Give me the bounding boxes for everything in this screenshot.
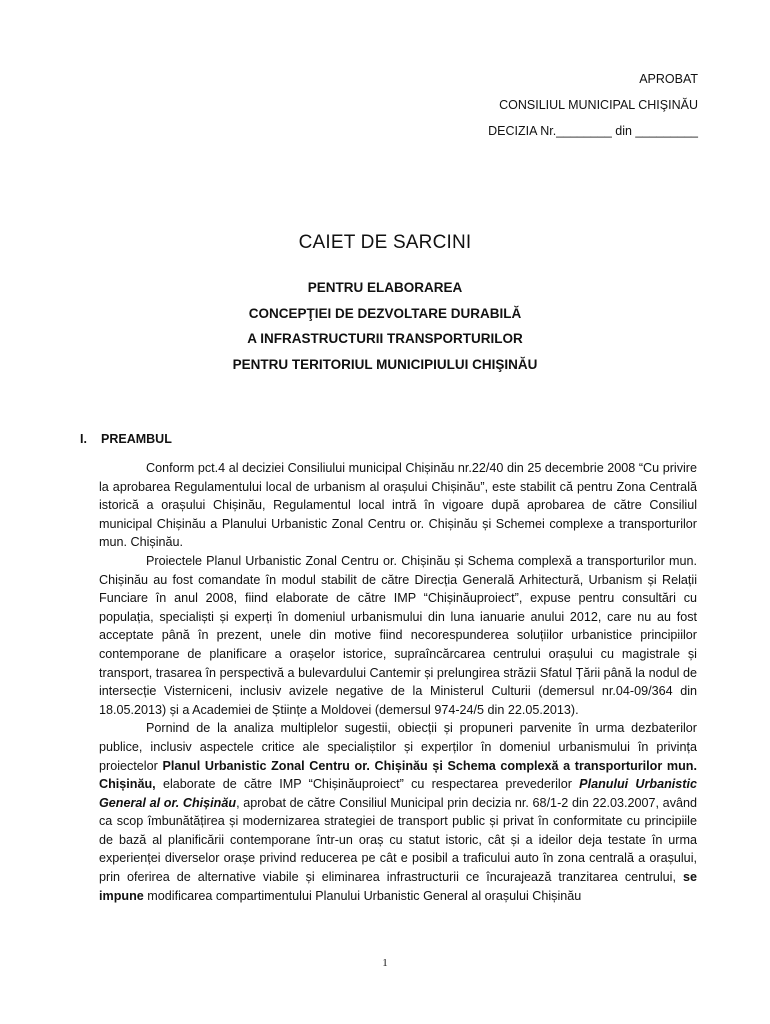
paragraph-3-bold-project: Planul Urbanistic Zonal Centru or. Chișinău și Schema complexă a transporturilor mun. Chișinău, bbox=[99, 758, 697, 792]
approval-decision: DECIZIA Nr.________ din _________ bbox=[488, 124, 698, 138]
subtitle-line-1: PENTRU ELABORAREA bbox=[307, 280, 463, 295]
paragraph-3-bold-impune: se impune bbox=[99, 870, 697, 903]
page-number: 1 bbox=[382, 957, 388, 969]
paragraph-1: Conform pct.4 al deciziei Consiliului municipal Chișinău nr.22/40 din 25 decembrie 2008 “Cu privire la aprobarea Regulamentului local de urbanism al orașului Chișinău”, este stabilit că pentru Zona Centrală istorică a orașului Chișinău, Regulamentul local intră în vigoare după aprobarea de către Consiliul municipal Chișinău a Planului Urbanistic Zonal Centru or. Chișinău și Schemei complexe a transporturilor mun. Chișinău. bbox=[99, 461, 697, 550]
document-subtitle bbox=[0, 275, 770, 377]
paragraph-2: Proiectele Planul Urbanistic Zonal Centru or. Chișinău și Schema complexă a transporturilor mun. Chișinău au fost comandate în modul stabilit de către Direcția Generală Arhitectură, Urbanism și Relații Funciare în anul 2008, fiind elaborate de către IMP “Chișinăuproiect”, expuse pentru consultări cu populația, specialiști și experți în domeniul urbanismului din luna ianuarie anului 2012, care nu au fost acceptate până în prezent, unele din motive fiind necorespunderea soluțiilor urbanistice principiilor contemporane de planificare a orașelor istorice, supraîncărcarea centrului orașului cu magistrale și transport, trasarea în perspectivă a bulevardului Cantemir și prelungirea străzii Sfatul Țării până la nodul de intersecție Visterniceni, inclusiv avizele negative de la Ministerul Culturii (demersul nr.04-09/364 din 18.05.2013) și a Academiei de Științe a Moldovei (demersul 974-24/5 din 22.05.2013). bbox=[99, 553, 697, 717]
document-body bbox=[99, 459, 697, 905]
approval-line: APROBAT bbox=[639, 72, 698, 86]
section-heading bbox=[80, 432, 172, 446]
paragraph-3-bold-italic-plan: Planului Urbanistic General al or. Chișinău bbox=[99, 777, 697, 810]
section-title: PREAMBUL bbox=[101, 432, 172, 446]
paragraph-3-text: elaborate de către IMP “Chișinăuproiect” cu respectarea prevederilor bbox=[155, 777, 580, 792]
subtitle-line-4: PENTRU TERITORIUL MUNICIPIULUI CHIŞINĂU bbox=[232, 356, 538, 372]
paragraph-3-text: modificarea compartimentului Planului Urbanistic General al orașului Chișinău bbox=[143, 888, 582, 903]
subtitle-line-2: CONCEPŢIEI DE DEZVOLTARE DURABILĂ bbox=[248, 305, 522, 321]
paragraph-3-text: , aprobat de către Consiliul Municipal prin decizia nr. 68/1-2 din 22.03.2007, având ca scop îmbunătățirea și modernizarea strategiei de transport public și privat în conformitate cu principiile de bază al planificării contemporane într-un oraș cu statut istoric, cât și a ideilor deja testate în urma experienței diverselor orașe privind reducerea pe cât e posibil a traficului auto în zona centrală a orașului, prin oferirea de alternative viabile și eliminarea infrastructurii ce încurajează tranzitarea centrului, bbox=[99, 795, 697, 885]
paragraph-3-text: Pornind de la analiza multiplelor sugestii, obiecții și propuneri parvenite în urma dezbaterilor publice, inclusiv aspectele critice ale specialiștilor și experților în domeniul urbanismului în privința proiectelor bbox=[99, 721, 697, 773]
approval-block bbox=[488, 66, 698, 144]
document-title: CAIET DE SARCINI bbox=[298, 232, 472, 253]
approval-council: CONSILIUL MUNICIPAL CHIŞINĂU bbox=[499, 98, 698, 112]
paragraph-3 bbox=[99, 719, 697, 905]
subtitle-line-3: A INFRASTRUCTURII TRANSPORTURILOR bbox=[247, 331, 523, 346]
section-number: I. bbox=[80, 432, 87, 446]
